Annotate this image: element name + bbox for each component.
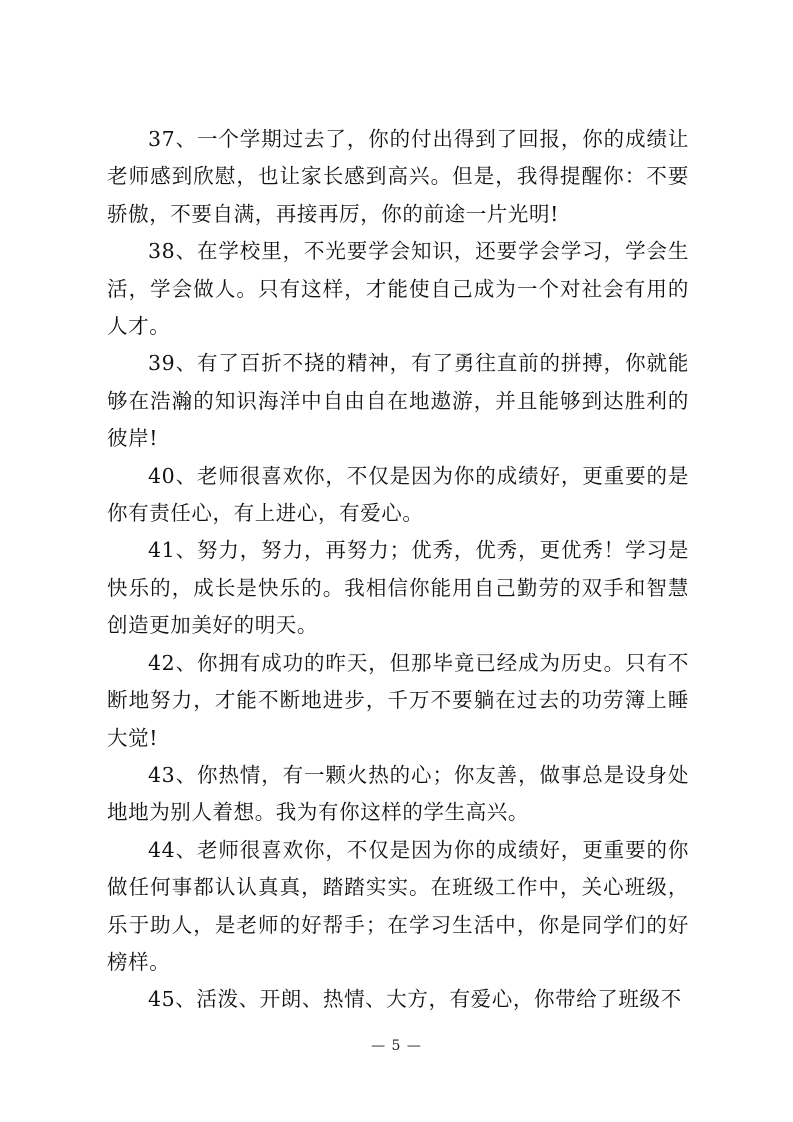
page-number: — 5 — xyxy=(371,1038,422,1054)
comment-paragraph-45: 45、活泼、开朗、热情、大方，有爱心，你带给了班级不 xyxy=(148,987,682,1012)
comment-paragraph-42: 42、你拥有成功的昨天，但那毕竟已经成为历史。只有不断地努力，才能不断地进步，千万不要躺在过去的功劳簿上睡大觉! xyxy=(107,650,689,750)
document-body xyxy=(107,121,689,1019)
comment-paragraph-38: 38、在学校里，不光要学会知识，还要学会学习，学会生活，学会做人。只有这样，才能使自己成为一个对社会有用的人才。 xyxy=(107,239,689,339)
comment-paragraph-44: 44、老师很喜欢你，不仅是因为你的成绩好，更重要的你做任何事都认认真真，踏踏实实。在班级工作中，关心班级，乐于助人，是老师的好帮手；在学习生活中，你是同学们的好榜样。 xyxy=(107,837,689,974)
comment-paragraph-37: 37、一个学期过去了，你的付出得到了回报，你的成绩让老师感到欣慰，也让家长感到高兴。但是，我得提醒你：不要骄傲，不要自满，再接再厉，你的前途一片光明! xyxy=(107,127,689,226)
comment-paragraph-40: 40、老师很喜欢你，不仅是因为你的成绩好，更重要的是你有责任心，有上进心，有爱心。 xyxy=(107,463,689,526)
comment-paragraph-43: 43、你热情，有一颗火热的心；你友善，做事总是设身处地地为别人着想。我为有你这样的学生高兴。 xyxy=(107,762,689,825)
comment-paragraph-39: 39、有了百折不挠的精神，有了勇往直前的拼搏，你就能够在浩瀚的知识海洋中自由自在地遨游，并且能够到达胜利的彼岸! xyxy=(107,351,689,451)
comment-paragraph-41: 41、努力，努力，再努力；优秀，优秀，更优秀！学习是快乐的，成长是快乐的。我相信你能用自己勤劳的双手和智慧创造更加美好的明天。 xyxy=(107,538,689,638)
